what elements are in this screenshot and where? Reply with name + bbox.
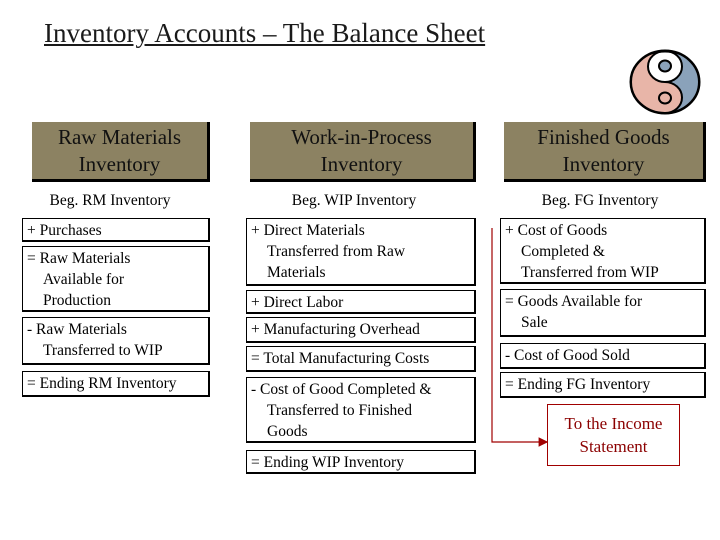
- beg-fg-label: Beg. FG Inventory: [541, 192, 659, 209]
- finished-goods-header: Finished Goods Inventory: [504, 122, 706, 182]
- wip-overhead-row: + Manufacturing Overhead: [246, 317, 476, 343]
- rm-ending-row: = Ending RM Inventory: [22, 371, 210, 397]
- beg-rm-label: Beg. RM Inventory: [49, 192, 171, 209]
- fg-cost-completed-row: + Cost of Goods Completed & Transferred from WIP: [500, 218, 706, 284]
- beg-wip-label: Beg. WIP Inventory: [291, 192, 417, 209]
- raw-materials-header: Raw Materials Inventory: [32, 122, 210, 182]
- wip-direct-labor-row: + Direct Labor: [246, 290, 476, 314]
- income-statement-callout: To the Income Statement: [547, 404, 680, 466]
- page-title: Inventory Accounts – The Balance Sheet: [44, 18, 486, 48]
- rm-purchases-row: + Purchases: [22, 218, 210, 242]
- wip-total-costs-row: = Total Manufacturing Costs: [246, 346, 476, 372]
- rm-transferred-row: - Raw Materials Transferred to WIP: [22, 317, 210, 365]
- wip-direct-materials-row: + Direct Materials Transferred from Raw Materials: [246, 218, 476, 286]
- fg-ending-row: = Ending FG Inventory: [500, 372, 706, 398]
- wip-completed-row: - Cost of Good Completed & Transferred to Finished Goods: [246, 377, 476, 443]
- wip-header: Work-in-Process Inventory: [250, 122, 476, 182]
- fg-available-row: = Goods Available for Sale: [500, 289, 706, 337]
- wip-ending-row: = Ending WIP Inventory: [246, 450, 476, 474]
- fg-cost-sold-row: - Cost of Good Sold: [500, 343, 706, 369]
- rm-available-row: = Raw Materials Available for Production: [22, 246, 210, 312]
